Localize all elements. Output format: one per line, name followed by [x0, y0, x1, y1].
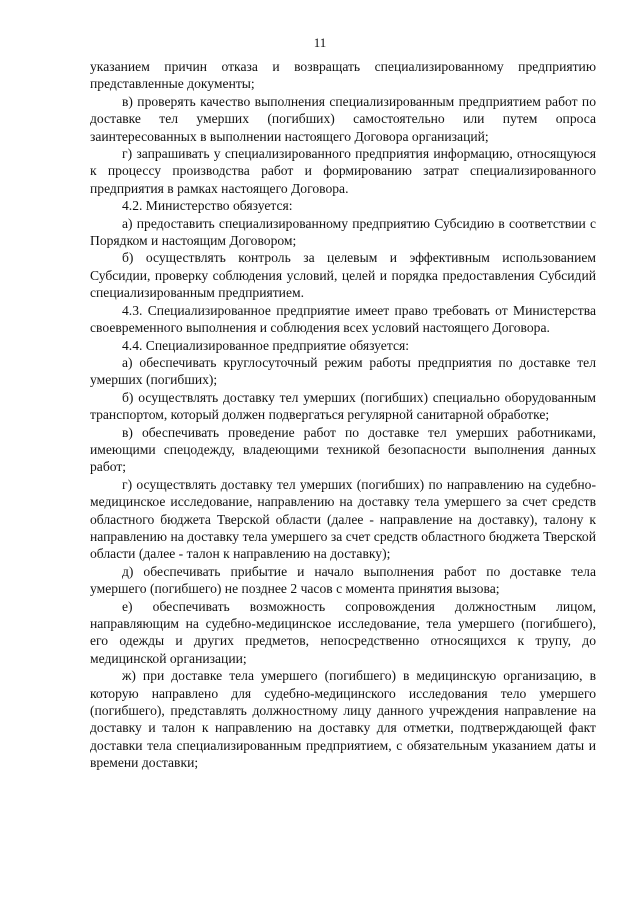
paragraph-4-4-g: г) осуществлять доставку тел умерших (погибших) по направлению на судебно-медицинское исследование, направлению на доставку тела умершего за счет средств областного бюджета Тверской области (далее - направление на доставку), талону к направлению на доставку тела умершего за счет средств областного бюджета Тверской области (далее - талон к направлению на доставку); [90, 476, 596, 562]
paragraph-4-2-b: б) осуществлять контроль за целевым и эффективным использованием Субсидии, проверку соблюдения условий, целей и порядка предоставления Субсидий специализированным предприятием. [90, 250, 596, 301]
section-4-2-heading: 4.2. Министерство обязуется: [122, 198, 293, 214]
paragraph-item-g: г) запрашивать у специализированного предприятия информацию, относящуюся к процессу производства работ и формированию затрат специализированного предприятия в рамках настоящего Договора. [90, 146, 596, 196]
paragraph-4-4-a: а) обеспечивать круглосуточный режим работы предприятия по доставке тел умерших (погибших); [90, 354, 596, 388]
paragraph-4-4-d: д) обеспечивать прибытие и начало выполнения работ по доставке тела умершего (погибшего) не позднее 2 часов с момента принятия вызова; [90, 563, 596, 597]
paragraph-4-2-a: а) предоставить специализированному предприятию Субсидию в соответствии с Порядком и настоящим Договором; [90, 215, 596, 249]
section-4-3: 4.3. Специализированное предприятие имеет право требовать от Министерства своевременного выполнения и соблюдения всех условий настоящего Договора. [90, 302, 596, 336]
paragraph-continuation: указанием причин отказа и возвращать специализированному предприятию представленные документы; [90, 59, 596, 92]
paragraph-item-v: в) проверять качество выполнения специализированным предприятием работ по доставке тел умерших (погибших) самостоятельно или путем опроса заинтересованных в выполнении настоящего Договора организаций; [90, 93, 596, 144]
paragraph-4-4-v: в) обеспечивать проведение работ по доставке тел умерших работниками, имеющими спецодежду, владеющими техникой безопасности выполнения данных работ; [90, 424, 596, 475]
section-4-4-heading: 4.4. Специализированное предприятие обязуется: [122, 337, 410, 353]
page-number: 11 [313, 35, 327, 50]
paragraph-4-4-b: б) осуществлять доставку тел умерших (погибших) специально оборудованным транспортом, который должен подвергаться регулярной санитарной обработке; [90, 389, 596, 423]
document-body [90, 58, 596, 772]
paragraph-4-4-e: е) обеспечивать возможность сопровождения должностным лицом, направляющим на судебно-медицинское исследование, тела умершего (погибшего), его одежды и других предметов, непосредственно относящихся к трупу, до медицинской организации; [90, 598, 596, 666]
paragraph-4-4-zh: ж) при доставке тела умершего (погибшего) в медицинскую организацию, в которую направлено для судебно-медицинского исследования тело умершего (погибшего), представлять должностному лицу данного учреждения направление на доставку и талон к направлению на доставку для отметки, подтверждающей факт доставки тела специализированным предприятием, с обязательным указанием даты и времени доставки; [90, 668, 596, 771]
